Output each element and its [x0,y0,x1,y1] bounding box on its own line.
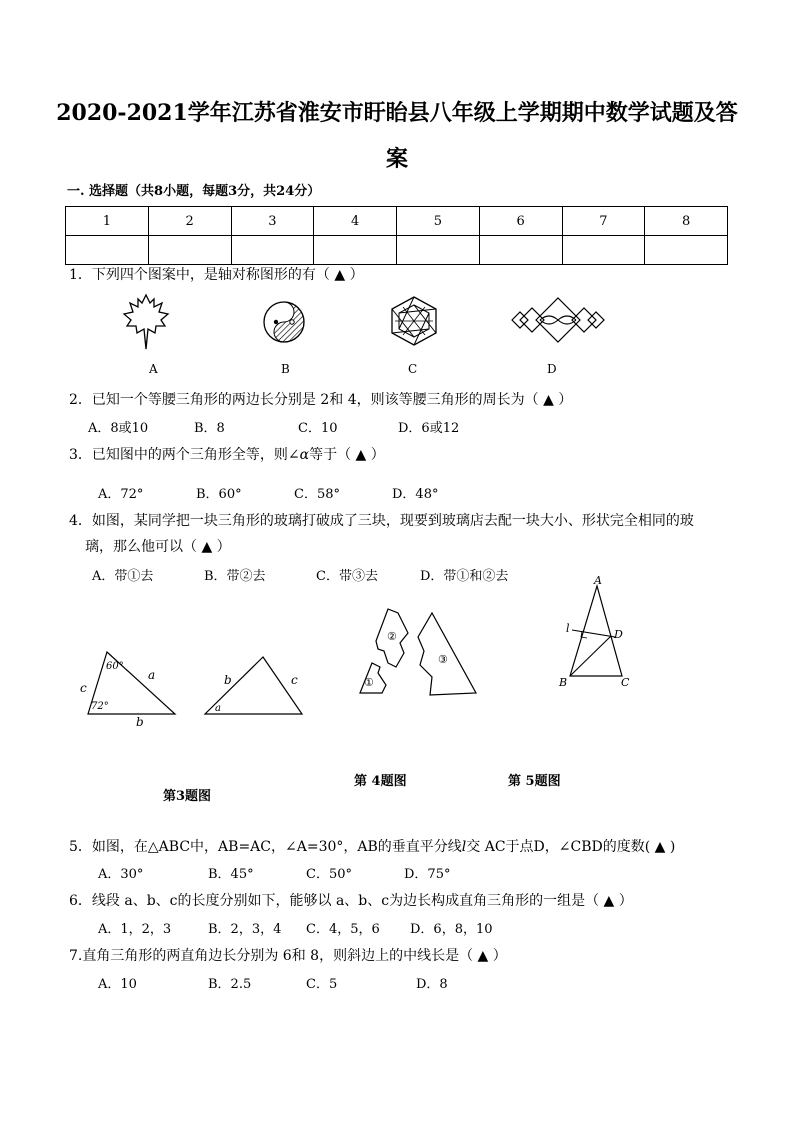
page-title-continued: 案 [385,146,408,172]
question-4: 4．如图，某同学把一块三角形的玻璃打破成了三块，现要到玻璃店去配一块大小、形状完全相同的玻 [69,513,694,529]
answer-table [65,206,728,265]
answer-header-cell: 1 [66,207,149,236]
answer-table-header-row [66,207,728,236]
question-3-text: 3．已知图中的两个三角形全等，则∠ [69,447,300,463]
answer-header-cell: 3 [231,207,314,236]
option-a: A．1，2，3 [98,922,172,937]
option-a: A．8或10 [88,421,149,436]
option-d: D．8 [416,977,448,992]
point-b-label: B [559,676,568,689]
yin-yang-figure [262,300,306,344]
answer-table-blank-row [66,236,728,265]
question-3-options [98,483,438,502]
question-1: 1．下列四个图案中，是轴对称图形的有（ ▲ ） [69,267,364,283]
question-3-tail: 等于（ ▲ ） [309,447,385,463]
figure-3-triangles [80,648,320,728]
piece-1-label: ① [364,676,374,689]
section-heading: 一. 选择题（共8小题，每题3分，共24分） [67,184,321,199]
triangle-2-side-b: b [224,673,232,687]
option-d: D．75° [404,867,451,882]
question-4-continued: 璃，那么他可以（ ▲ ） [85,539,231,555]
page-title: 2020-2021学年江苏省淮安市盱眙县八年级上学期期中数学试题及答 [56,100,738,126]
answer-header-cell: 6 [479,207,562,236]
question-6-options [98,918,493,937]
option-b: B．8 [194,421,225,436]
option-b: B．2，3，4 [208,922,282,937]
answer-blank-cell [66,236,149,265]
question-5-tail: 交 AC于点D，∠CBD的度数( ▲ ) [466,839,676,855]
question-5 [69,836,675,856]
figure-label-d: D [547,362,557,376]
answer-header-cell: 7 [562,207,645,236]
angle-72-label: 72° [91,701,109,712]
hexagon-pattern-figure [389,295,439,347]
question-2-options [88,417,459,436]
triangle-1-side-b: b [136,715,144,729]
piece-3-label: ③ [438,653,448,666]
point-c-label: C [621,676,630,689]
triangle-1-side-c: c [80,681,87,695]
maple-leaf-figure [122,293,170,351]
option-d: D．6或12 [398,421,460,436]
answer-header-cell: 2 [148,207,231,236]
triangle-1-side-a: a [148,668,156,682]
option-c: C．带③去 [316,569,378,584]
option-d: D．带①和②去 [420,569,509,584]
figure-3-caption: 第3题图 [163,789,212,804]
figure-4-caption: 第 4题图 [354,774,407,789]
alpha-symbol: α [299,447,310,463]
piece-2-label: ② [387,630,397,643]
question-3 [69,444,385,464]
option-c: C．58° [294,487,340,502]
answer-blank-cell [645,236,728,265]
option-b: B．带②去 [204,569,266,584]
line-l-symbol: l [461,839,467,855]
question-5-text: 5．如图，在△ABC中，AB=AC，∠A=30°，AB的垂直平分线 [69,839,462,855]
line-l-label: l [566,622,570,635]
option-a: A．72° [98,487,144,502]
point-d-label: D [614,628,623,641]
option-c: C．5 [306,977,338,992]
figure-5-triangle-abc [560,584,640,684]
answer-header-cell: 8 [645,207,728,236]
triangle-2-angle-a: a [215,703,221,714]
figure-label-b: B [281,362,290,376]
answer-blank-cell [397,236,480,265]
option-d: D．48° [392,487,439,502]
answer-blank-cell [562,236,645,265]
option-a: A．带①去 [92,569,154,584]
question-2: 2．已知一个等腰三角形的两边长分别是 2和 4，则该等腰三角形的周长为（ ▲ ） [69,392,573,408]
figure-label-c: C [408,362,418,376]
figure-label-a: A [149,362,158,376]
option-d: D．6，8，10 [410,922,493,937]
question-7: 7.直角三角形的两直角边长分别为 6和 8，则斜边上的中线长是（ ▲ ） [69,948,507,964]
answer-blank-cell [231,236,314,265]
answer-blank-cell [148,236,231,265]
triangle-2-side-c: c [291,673,298,687]
diamond-chain-figure [510,297,606,343]
answer-blank-cell [479,236,562,265]
answer-header-cell: 4 [314,207,397,236]
option-b: B．2.5 [208,977,252,992]
option-b: B．60° [196,487,242,502]
question-4-options [92,565,508,584]
option-a: A．10 [98,977,137,992]
answer-blank-cell [314,236,397,265]
option-a: A．30° [98,867,144,882]
point-a-label: A [594,574,602,587]
option-b: B．45° [208,867,254,882]
question-5-options [98,863,450,882]
question-6: 6．线段 a、b、c的长度分别如下，能够以 a、b、c为边长构成直角三角形的一组是（ ▲ ） [69,893,633,909]
question-7-options [98,973,448,992]
figure-5-caption: 第 5题图 [508,774,561,789]
answer-header-cell: 5 [397,207,480,236]
option-c: C．4，5，6 [306,922,380,937]
angle-60-label: 60° [106,661,124,672]
option-c: C．50° [306,867,352,882]
option-c: C．10 [298,421,338,436]
